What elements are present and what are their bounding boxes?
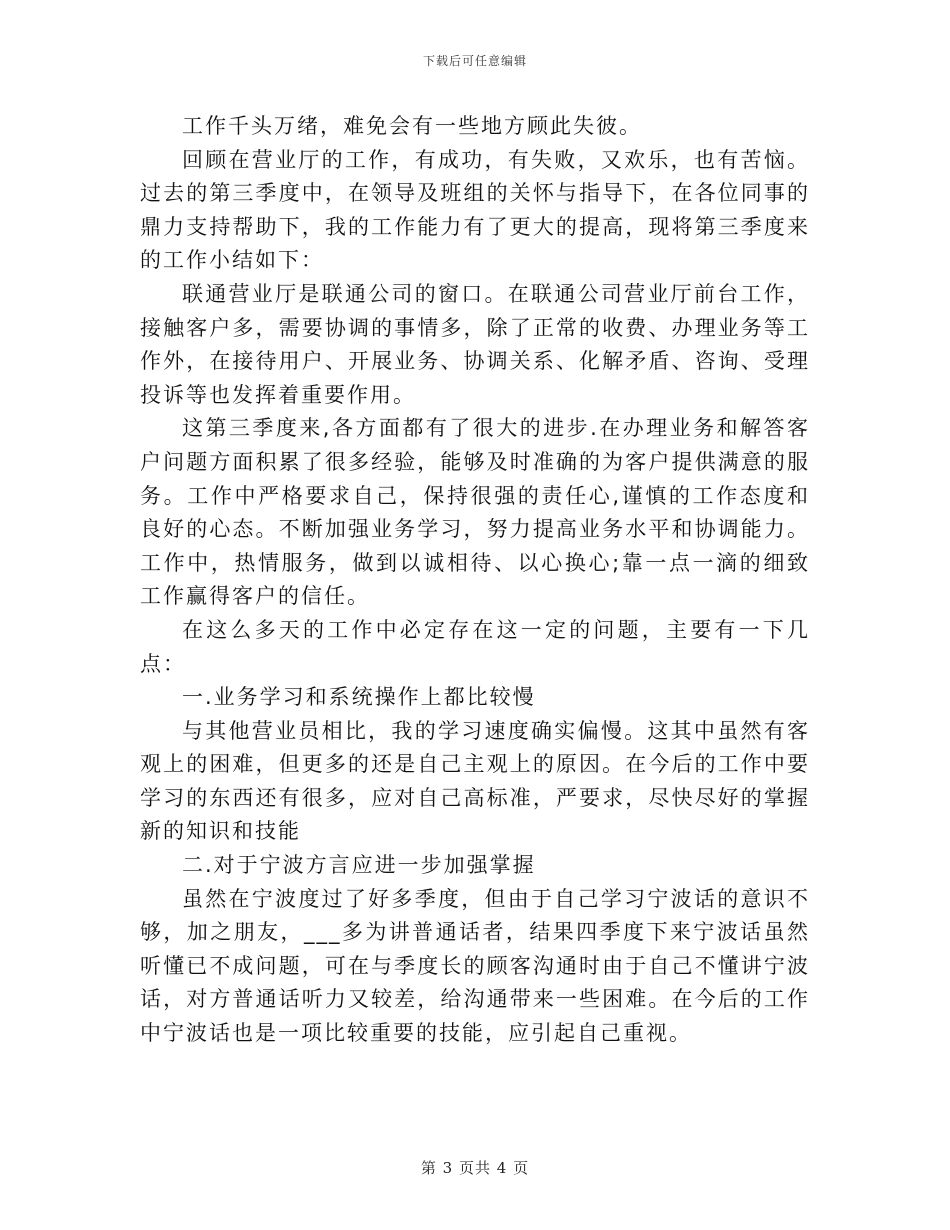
section-heading-2: 二.对于宁波方言应进一步加强掌握 [182, 853, 536, 878]
paragraph-5: 在这么多天的工作中必定存在这一定的问题，主要有一下几点： [140, 617, 810, 676]
paragraph-3: 联通营业厅是联通公司的窗口。在联通公司营业厅前台工作，接触客户多，需要协调的事情多，除了正常的收费、办理业务等工作外，在接待用户、开展业务、协调关系、化解矛盾、咨询、受理投诉等也发挥着重要作用。 [140, 281, 810, 407]
page-number: 第 3 页共 4 页 [420, 1159, 530, 1177]
paragraph-6: 与其他营业员相比，我的学习速度确实偏慢。这其中虽然有客观上的困难，但更多的还是自己主观上的原因。在今后的工作中要学习的东西还有很多，应对自己高标准，严要求，尽快尽好的掌握新的知识和技能 [140, 718, 810, 844]
section-heading-1: 一.业务学习和系统操作上都比较慢 [182, 685, 536, 710]
paragraph-7: 虽然在宁波度过了好多季度，但由于自己学习宁波话的意识不够，加之朋友，___多为讲普通话者，结果四季度下来宁波话虽然听懂已不成问题，可在与季度长的顾客沟通时由于自己不懂讲宁波话，对方普通话听力又较差，给沟通带来一些困难。在今后的工作中宁波话也是一项比较重要的技能，应引起自己重视。 [140, 886, 810, 1046]
document-body [140, 110, 810, 1051]
paragraph-2: 回顾在营业厅的工作，有成功，有失败，又欢乐，也有苦恼。过去的第三季度中，在领导及班组的关怀与指导下，在各位同事的鼎力支持帮助下，我的工作能力有了更大的提高，现将第三季度来的工作小结如下： [140, 147, 810, 273]
paragraph-4: 这第三季度来,各方面都有了很大的进步.在办理业务和解答客户问题方面积累了很多经验，能够及时准确的为客户提供满意的服务。工作中严格要求自己，保持很强的责任心,谨慎的工作态度和良好的心态。不断加强业务学习，努力提高业务水平和协调能力。工作中，热情服务，做到以诚相待、以心换心;靠一点一滴的细致工作赢得客户的信任。 [140, 416, 810, 609]
paragraph-1: 工作千头万绪，难免会有一些地方顾此失彼。 [182, 114, 642, 138]
header-note: 下载后可任意编辑 [422, 54, 527, 68]
